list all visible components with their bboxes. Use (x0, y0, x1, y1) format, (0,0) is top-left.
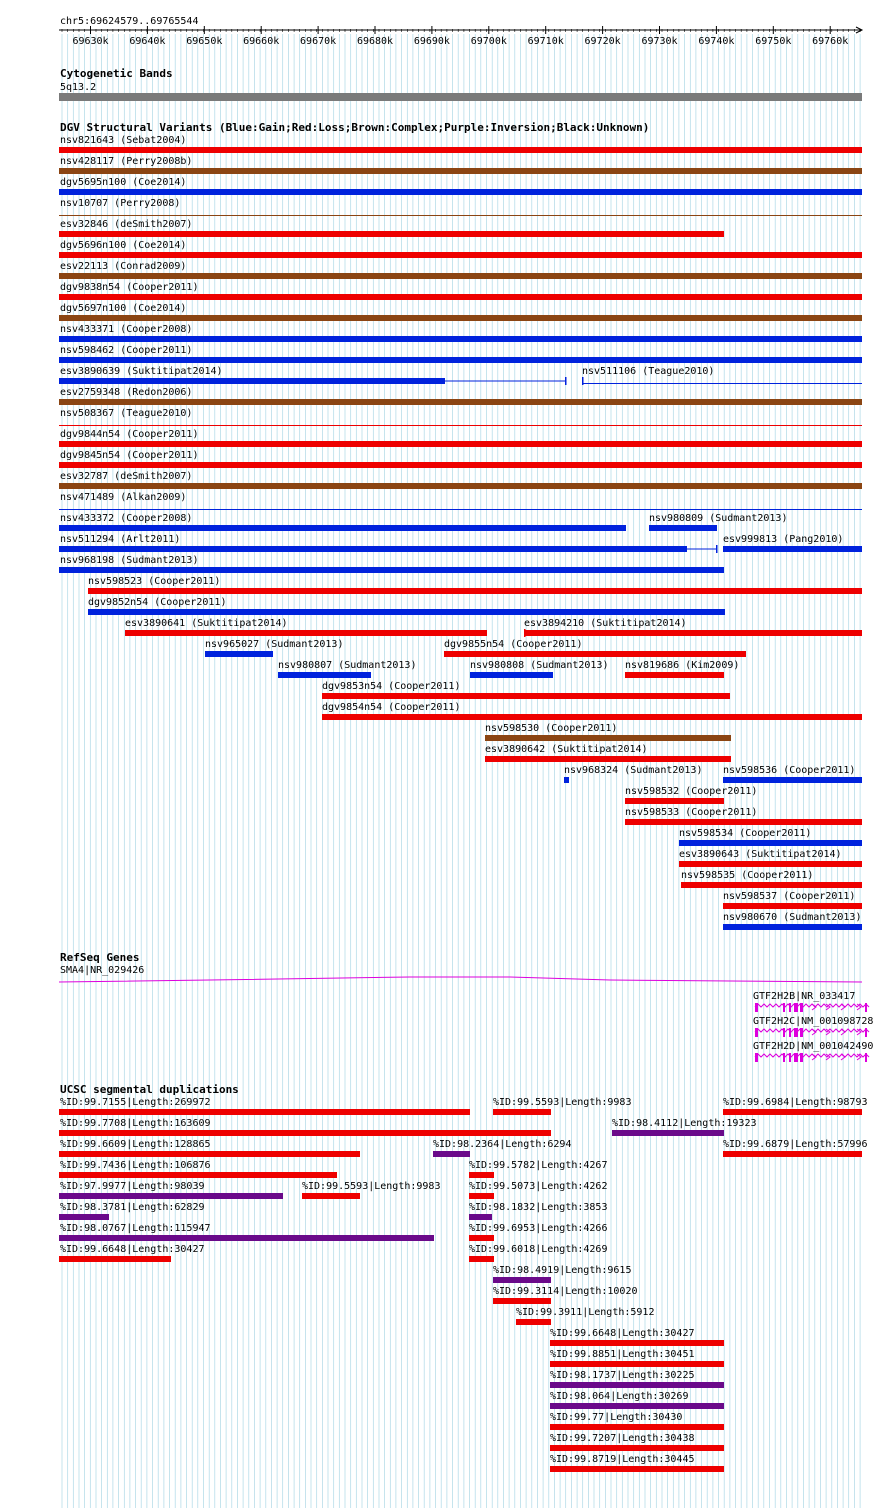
segdup-label: %ID:98.064|Length:30269 (550, 1391, 689, 1402)
dgv-title: DGV Structural Variants (Blue:Gain;Red:Loss;Brown:Complex;Purple:Inversion;Black:Unknown) (60, 121, 650, 134)
variant-start-tick (524, 629, 526, 637)
segdup-label: %ID:98.4919|Length:9615 (493, 1265, 632, 1276)
variant-bar[interactable] (470, 672, 553, 678)
dgv-variant[interactable] (59, 366, 567, 385)
segdup-label: %ID:99.6953|Length:4266 (469, 1223, 608, 1234)
variant-bar[interactable] (59, 231, 724, 237)
segdup-feature[interactable] (59, 1118, 551, 1136)
variant-bar[interactable] (625, 819, 862, 825)
gene-label: GTF2H2B|NR_033417 (753, 991, 856, 1002)
segdup-bar[interactable] (493, 1109, 551, 1115)
variant-label: nsv433371 (Cooper2008) (60, 324, 193, 335)
gene-exon (800, 1028, 803, 1037)
segdup-label: %ID:98.1832|Length:3853 (469, 1202, 608, 1213)
variant-label: dgv9855n54 (Cooper2011) (444, 639, 583, 650)
dgv-variant[interactable] (649, 513, 787, 531)
variant-bar[interactable] (278, 672, 371, 678)
dgv-variant[interactable] (485, 723, 731, 741)
segdup-feature[interactable] (469, 1160, 607, 1178)
segdup-feature[interactable] (493, 1286, 638, 1304)
variant-bar[interactable] (59, 147, 862, 153)
segdup-feature[interactable] (550, 1391, 724, 1409)
variant-label: esv22113 (Conrad2009) (60, 261, 187, 272)
segdup-label: %ID:99.3114|Length:10020 (493, 1286, 638, 1297)
segdup-bar[interactable] (433, 1151, 470, 1157)
segdup-track (59, 1083, 868, 1472)
variant-label: nsv598535 (Cooper2011) (681, 870, 814, 881)
variant-label: nsv980809 (Sudmant2013) (649, 513, 788, 524)
segdup-feature[interactable] (59, 1097, 470, 1115)
gene-exon (800, 1053, 803, 1062)
segdup-bar[interactable] (550, 1424, 724, 1430)
ruler-tick-label: 69690k (413, 36, 450, 47)
variant-bar[interactable] (59, 525, 626, 531)
variant-bar[interactable] (59, 168, 862, 174)
dgv-variant[interactable] (564, 765, 702, 783)
variant-bar[interactable] (723, 924, 862, 930)
variant-label: dgv5695n100 (Coe2014) (60, 177, 187, 188)
variant-bar[interactable] (564, 777, 569, 783)
variant-bar[interactable] (88, 609, 725, 615)
variant-label: nsv428117 (Perry2008b) (60, 156, 193, 167)
variant-label: esv32787 (deSmith2007) (60, 471, 193, 482)
cytoband-title: Cytogenetic Bands (60, 67, 173, 80)
variant-end-tick (565, 377, 567, 385)
variant-label: nsv980807 (Sudmant2013) (278, 660, 417, 671)
refseq-gene-list (753, 991, 873, 1062)
variant-label: dgv9852n54 (Cooper2011) (88, 597, 227, 608)
variant-bar[interactable] (59, 215, 862, 216)
segdup-label: %ID:98.4112|Length:19323 (612, 1118, 757, 1129)
variant-label: esv3890643 (Suktitipat2014) (679, 849, 842, 860)
variant-label: nsv10707 (Perry2008) (60, 198, 181, 209)
segdup-bar[interactable] (59, 1235, 434, 1241)
variant-label: esv999813 (Pang2010) (723, 534, 844, 545)
variant-bar[interactable] (88, 588, 862, 594)
dgv-variant[interactable] (470, 660, 608, 678)
variant-bar[interactable] (649, 525, 717, 531)
segdup-feature[interactable] (723, 1097, 868, 1115)
segdup-features (59, 1097, 868, 1472)
ruler-tick-label: 69640k (129, 36, 166, 47)
ruler-tick-label: 69660k (243, 36, 280, 47)
ruler-tick-label: 69730k (641, 36, 678, 47)
segdup-feature[interactable] (723, 1139, 868, 1157)
dgv-variant[interactable] (59, 534, 718, 553)
refseq-gene[interactable] (753, 1016, 873, 1037)
ruler-tick-label: 69740k (698, 36, 735, 47)
dgv-variant[interactable] (59, 555, 724, 573)
gene-exon (794, 1003, 798, 1012)
segdup-bar[interactable] (59, 1151, 360, 1157)
ruler-tick-label: 69670k (300, 36, 337, 47)
segdup-feature[interactable] (550, 1370, 724, 1388)
segdup-feature[interactable] (59, 1139, 360, 1157)
segdup-bar[interactable] (550, 1361, 724, 1367)
variant-bar[interactable] (679, 840, 862, 846)
variant-bar[interactable] (59, 294, 862, 300)
variant-label: dgv9838n54 (Cooper2011) (60, 282, 199, 293)
variant-bar[interactable] (723, 903, 862, 909)
segdup-label: %ID:97.9977|Length:98039 (60, 1181, 205, 1192)
ruler-tick-label: 69630k (72, 36, 109, 47)
segdup-label: %ID:99.7155|Length:269972 (60, 1097, 211, 1108)
ruler-tick-label: 69700k (470, 36, 507, 47)
variant-label: nsv511294 (Arlt2011) (60, 534, 181, 545)
variant-connector (445, 381, 566, 382)
variant-bar[interactable] (59, 483, 862, 489)
segdup-bar[interactable] (469, 1172, 494, 1178)
segdup-bar[interactable] (493, 1298, 551, 1304)
dgv-variant[interactable] (723, 912, 862, 930)
segdup-feature[interactable] (433, 1139, 571, 1157)
segdup-label: %ID:99.6018|Length:4269 (469, 1244, 608, 1255)
variant-label: nsv598532 (Cooper2011) (625, 786, 758, 797)
segdup-label: %ID:99.7436|Length:106876 (60, 1160, 211, 1171)
variant-label: esv3894210 (Suktitipat2014) (524, 618, 687, 629)
ruler-tick-label: 69750k (755, 36, 792, 47)
gene-exon (755, 1053, 758, 1062)
gene-exon (783, 1028, 785, 1037)
dgv-variant[interactable] (723, 765, 862, 783)
segdup-feature[interactable] (59, 1244, 205, 1262)
segdup-label: %ID:99.6984|Length:98793 (723, 1097, 868, 1108)
gene-label: GTF2H2C|NM_001098728 (753, 1016, 874, 1027)
segdup-label: %ID:99.5593|Length:9983 (493, 1097, 632, 1108)
sma4-label: SMA4|NR_029426 (60, 965, 145, 976)
segdup-bar[interactable] (723, 1151, 862, 1157)
segdup-feature[interactable] (469, 1244, 607, 1262)
gene-label: GTF2H2D|NM_001042490 (753, 1041, 874, 1052)
segdup-label: %ID:99.5073|Length:4262 (469, 1181, 608, 1192)
segdup-label: %ID:99.5782|Length:4267 (469, 1160, 608, 1171)
variant-bar[interactable] (59, 378, 445, 384)
dgv-variant[interactable] (681, 870, 862, 888)
segdup-bar[interactable] (59, 1193, 283, 1199)
dgv-variant[interactable] (625, 807, 862, 825)
segdup-bar[interactable] (550, 1403, 724, 1409)
variant-bar[interactable] (723, 546, 862, 552)
segdup-label: %ID:98.1737|Length:30225 (550, 1370, 695, 1381)
variant-label: nsv471489 (Alkan2009) (60, 492, 187, 503)
variant-bar[interactable] (625, 672, 724, 678)
segdup-bar[interactable] (469, 1256, 494, 1262)
segdup-bar[interactable] (723, 1109, 862, 1115)
segdup-label: %ID:99.77|Length:30430 (550, 1412, 683, 1423)
variant-label: esv32846 (deSmith2007) (60, 219, 193, 230)
variant-bar[interactable] (59, 567, 724, 573)
segdup-feature[interactable] (59, 1181, 283, 1199)
region-label: chr5:69624579..69765544 (60, 16, 199, 27)
segdup-feature[interactable] (550, 1454, 724, 1472)
segdup-feature[interactable] (59, 1223, 434, 1241)
variant-bar[interactable] (723, 777, 862, 783)
variant-bar[interactable] (59, 425, 862, 426)
variant-end-tick (716, 545, 718, 553)
gene-exon (789, 1028, 791, 1037)
segdup-feature[interactable] (469, 1181, 607, 1199)
variant-bar[interactable] (485, 756, 731, 762)
variant-bar[interactable] (322, 714, 862, 720)
segdup-label: %ID:99.7207|Length:30438 (550, 1433, 695, 1444)
dgv-variant[interactable] (59, 513, 626, 531)
variant-bar[interactable] (582, 383, 862, 384)
variant-bar[interactable] (59, 441, 862, 447)
variant-label: nsv433372 (Cooper2008) (60, 513, 193, 524)
segdup-bar[interactable] (59, 1256, 171, 1262)
variant-label: nsv598462 (Cooper2011) (60, 345, 193, 356)
variant-bar[interactable] (59, 546, 687, 552)
dgv-variant[interactable] (524, 618, 862, 637)
ruler-tick-label: 69650k (186, 36, 223, 47)
segdup-bar[interactable] (550, 1445, 724, 1451)
variant-label: nsv821643 (Sebat2004) (60, 135, 187, 146)
variant-bar[interactable] (125, 630, 487, 636)
dgv-variant[interactable] (582, 366, 862, 385)
variant-bar[interactable] (679, 861, 862, 867)
ruler-tick-label: 69760k (812, 36, 849, 47)
segdup-label: %ID:99.6648|Length:30427 (550, 1328, 695, 1339)
variant-connector (687, 549, 717, 550)
segdup-bar[interactable] (516, 1319, 551, 1325)
segdup-bar[interactable] (302, 1193, 360, 1199)
variant-label: nsv980670 (Sudmant2013) (723, 912, 862, 923)
variant-bar[interactable] (444, 651, 746, 657)
dgv-variant[interactable] (723, 534, 862, 552)
segdup-title: UCSC segmental duplications (60, 1083, 239, 1096)
segdup-bar[interactable] (59, 1214, 109, 1220)
segdup-feature[interactable] (550, 1328, 724, 1346)
segdup-label: %ID:99.8851|Length:30451 (550, 1349, 695, 1360)
strand-arrow-icon (812, 1004, 816, 1010)
variant-bar[interactable] (59, 462, 862, 468)
segdup-label: %ID:99.8719|Length:30445 (550, 1454, 695, 1465)
segdup-bar[interactable] (469, 1235, 494, 1241)
variant-label: nsv968324 (Sudmant2013) (564, 765, 703, 776)
segdup-bar[interactable] (59, 1130, 551, 1136)
variant-bar[interactable] (59, 357, 862, 363)
segdup-bar[interactable] (469, 1214, 492, 1220)
variant-bar[interactable] (59, 189, 862, 195)
segdup-bar[interactable] (550, 1382, 724, 1388)
refseq-gene[interactable] (753, 1041, 873, 1062)
segdup-label: %ID:99.3911|Length:5912 (516, 1307, 655, 1318)
dgv-variant[interactable] (679, 849, 862, 867)
refseq-gene[interactable] (753, 991, 869, 1012)
segdup-feature[interactable] (469, 1223, 607, 1241)
cytoband-bar[interactable] (59, 93, 862, 101)
variant-label: nsv511106 (Teague2010) (582, 366, 715, 377)
variant-label: dgv9853n54 (Cooper2011) (322, 681, 461, 692)
strand-arrow-icon (812, 1054, 816, 1060)
segdup-label: %ID:98.3781|Length:62829 (60, 1202, 205, 1213)
segdup-feature[interactable] (59, 1202, 205, 1220)
gene-exon (755, 1003, 758, 1012)
gene-exon (800, 1003, 803, 1012)
variant-label: nsv968198 (Sudmant2013) (60, 555, 199, 566)
ruler-ticks (62, 26, 862, 47)
gene-exon (755, 1028, 758, 1037)
variant-bar[interactable] (205, 651, 273, 657)
dgv-variant[interactable] (485, 744, 731, 762)
variant-label: dgv5696n100 (Coe2014) (60, 240, 187, 251)
gene-exon (865, 1053, 867, 1062)
ruler-tick-label: 69680k (356, 36, 394, 47)
segdup-label: %ID:99.6879|Length:57996 (723, 1139, 868, 1150)
segdup-feature[interactable] (469, 1202, 607, 1220)
variant-label: dgv9845n54 (Cooper2011) (60, 450, 199, 461)
gene-exon (789, 1053, 791, 1062)
variant-label: nsv598537 (Cooper2011) (723, 891, 856, 902)
gene-exon (794, 1028, 798, 1037)
variant-bar[interactable] (59, 273, 862, 279)
variant-label: nsv980808 (Sudmant2013) (470, 660, 609, 671)
segdup-bar[interactable] (493, 1277, 551, 1283)
segdup-bar[interactable] (59, 1172, 337, 1178)
variant-label: nsv598534 (Cooper2011) (679, 828, 812, 839)
variant-label: nsv598530 (Cooper2011) (485, 723, 618, 734)
gene-exon (783, 1053, 785, 1062)
variant-bar[interactable] (59, 315, 862, 321)
segdup-bar[interactable] (469, 1193, 494, 1199)
variant-bar[interactable] (322, 693, 730, 699)
dgv-variant[interactable] (679, 828, 862, 846)
variant-bar[interactable] (524, 630, 626, 636)
gene-exon (794, 1053, 798, 1062)
dgv-variant[interactable] (444, 639, 746, 657)
segdup-label: %ID:99.7708|Length:163609 (60, 1118, 211, 1129)
refseq-title: RefSeq Genes (60, 951, 140, 964)
gene-exon (865, 1028, 867, 1037)
dgv-variant[interactable] (625, 660, 739, 678)
variant-bar[interactable] (59, 252, 862, 258)
variant-label: nsv598533 (Cooper2011) (625, 807, 758, 818)
segdup-feature[interactable] (59, 1160, 337, 1178)
variant-label: nsv508367 (Teague2010) (60, 408, 193, 419)
variant-label: dgv9844n54 (Cooper2011) (60, 429, 199, 440)
variant-label: esv2759348 (Redon2006) (60, 387, 193, 398)
variant-bar[interactable] (626, 630, 862, 636)
variant-bar[interactable] (681, 882, 862, 888)
segdup-bar[interactable] (612, 1130, 724, 1136)
ruler-tick-label: 69720k (584, 36, 621, 47)
variant-label: nsv598536 (Cooper2011) (723, 765, 856, 776)
gene-exon (783, 1003, 785, 1012)
segdup-feature[interactable] (550, 1412, 724, 1430)
segdup-feature[interactable] (612, 1118, 757, 1136)
variant-label: esv3890639 (Suktitipat2014) (60, 366, 223, 377)
segdup-feature[interactable] (550, 1349, 724, 1367)
variant-label: dgv9854n54 (Cooper2011) (322, 702, 461, 713)
variant-start-tick (582, 377, 584, 385)
segdup-label: %ID:99.6609|Length:128865 (60, 1139, 211, 1150)
segdup-feature[interactable] (302, 1181, 440, 1199)
strand-arrow-icon (812, 1029, 816, 1035)
segdup-bar[interactable] (550, 1340, 724, 1346)
dgv-variant[interactable] (125, 618, 487, 636)
variant-label: nsv819686 (Kim2009) (625, 660, 740, 671)
variant-label: nsv965027 (Sudmant2013) (205, 639, 344, 650)
segdup-bar[interactable] (59, 1109, 470, 1115)
segdup-label: %ID:98.2364|Length:6294 (433, 1139, 572, 1150)
variant-label: dgv5697n100 (Coe2014) (60, 303, 187, 314)
dgv-variant[interactable] (59, 219, 724, 237)
gene-exon (865, 1003, 867, 1012)
segdup-label: %ID:99.5593|Length:9983 (302, 1181, 441, 1192)
variant-label: esv3890642 (Suktitipat2014) (485, 744, 648, 755)
ruler-tick-label: 69710k (527, 36, 564, 47)
segdup-bar[interactable] (550, 1466, 724, 1472)
dgv-variant[interactable] (88, 597, 725, 615)
variant-label: nsv598523 (Cooper2011) (88, 576, 221, 587)
segdup-label: %ID:99.6648|Length:30427 (60, 1244, 205, 1255)
dgv-variant[interactable] (625, 786, 757, 804)
variant-bar[interactable] (59, 399, 862, 405)
segdup-label: %ID:98.0767|Length:115947 (60, 1223, 211, 1234)
cytoband-label: 5q13.2 (60, 82, 97, 93)
variant-bar[interactable] (59, 509, 862, 510)
gene-exon (789, 1003, 791, 1012)
variant-bar[interactable] (485, 735, 731, 741)
variant-bar[interactable] (625, 798, 724, 804)
variant-bar[interactable] (59, 336, 862, 342)
dgv-variant[interactable] (723, 891, 862, 909)
segdup-feature[interactable] (550, 1433, 724, 1451)
variant-label: esv3890641 (Suktitipat2014) (125, 618, 288, 629)
